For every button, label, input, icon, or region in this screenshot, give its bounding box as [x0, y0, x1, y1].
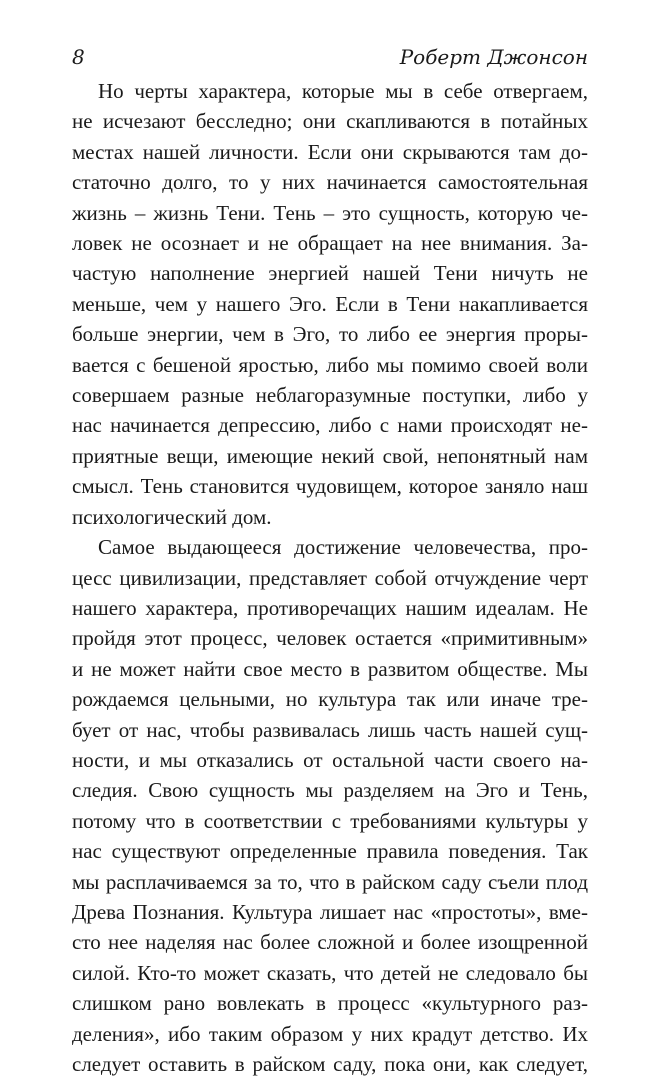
text-line: приятные вещи, имеющие некий свой, непонятный нам — [72, 443, 588, 468]
text-line: следия. Свою сущность мы разделяем на Эго и Тень, — [72, 778, 588, 803]
text-line: мы расплачиваемся за то, что в райском саду съели плод — [72, 869, 588, 894]
text-line: статочно долго, то у них начинается самостоятельная — [72, 170, 588, 195]
text-line: вается с бешеной яростью, либо мы помимо своей воли — [72, 352, 588, 377]
text-line: деления», ибо таким образом у них крадут детство. Их — [72, 1021, 588, 1046]
text-line: жизнь – жизнь Тени. Тень – это сущность, которую че- — [72, 200, 588, 225]
text-line: силой. Кто-то может сказать, что детей не следовало бы — [72, 960, 588, 985]
text-line: больше энергии, чем в Эго, то либо ее энергия проры- — [72, 322, 588, 347]
text-line: психологический дом. — [72, 504, 272, 529]
paragraph-1 — [72, 76, 588, 532]
text-line: не исчезают бесследно; они скапливаются в потайных — [72, 109, 588, 134]
text-line: бует от нас, чтобы развивалась лишь часть нашей сущ- — [72, 717, 588, 742]
text-line: нашего характера, противоречащих нашим идеалам. Не — [72, 595, 588, 620]
text-line: сто нее наделяя нас более сложной и более изощренной — [72, 930, 588, 955]
paragraph-2 — [72, 532, 588, 1079]
text-line: Древа Познания. Культура лишает нас «простоты», вме- — [72, 899, 588, 924]
text-line: смысл. Тень становится чудовищем, которое заняло наш — [72, 474, 588, 499]
book-page — [72, 44, 588, 1079]
text-line: рождаемся цельными, но культура так или иначе тре- — [72, 687, 588, 712]
text-line: нас начинается депрессию, либо с нами происходят не- — [72, 413, 588, 438]
text-line: ности, и мы отказались от остальной части своего на- — [72, 747, 588, 772]
text-line: ловек не осознает и не обращает на нее внимания. За- — [72, 231, 588, 256]
text-line: частую наполнение энергией нашей Тени ничуть не — [72, 261, 588, 286]
text-line: слишком рано вовлекать в процесс «культурного раз- — [72, 991, 588, 1016]
text-line: Но черты характера, которые мы в себе отвергаем, — [98, 79, 588, 103]
text-line: совершаем разные неблагоразумные поступки, либо у — [72, 383, 588, 408]
text-line: пройдя этот процесс, человек остается «примитивным» — [72, 626, 588, 651]
running-head — [72, 44, 588, 70]
page-number: 8 — [72, 45, 85, 69]
text-line: цесс цивилизации, представляет собой отчуждение черт — [72, 565, 588, 590]
text-line: и не может найти свое место в развитом обществе. Мы — [72, 656, 588, 681]
text-line: меньше, чем у нашего Эго. Если в Тени накапливается — [72, 291, 588, 316]
text-line: нас существуют определенные правила поведения. Так — [72, 839, 588, 864]
text-line: местах нашей личности. Если они скрываются там до- — [72, 139, 588, 164]
text-line: следует оставить в райском саду, пока они, как следует, — [72, 1052, 588, 1076]
body-text — [72, 76, 588, 1079]
running-title: Роберт Джонсон — [399, 45, 588, 69]
text-line: потому что в соответствии с требованиями культуры у — [72, 808, 588, 833]
text-line: Самое выдающееся достижение человечества, про- — [98, 535, 588, 560]
